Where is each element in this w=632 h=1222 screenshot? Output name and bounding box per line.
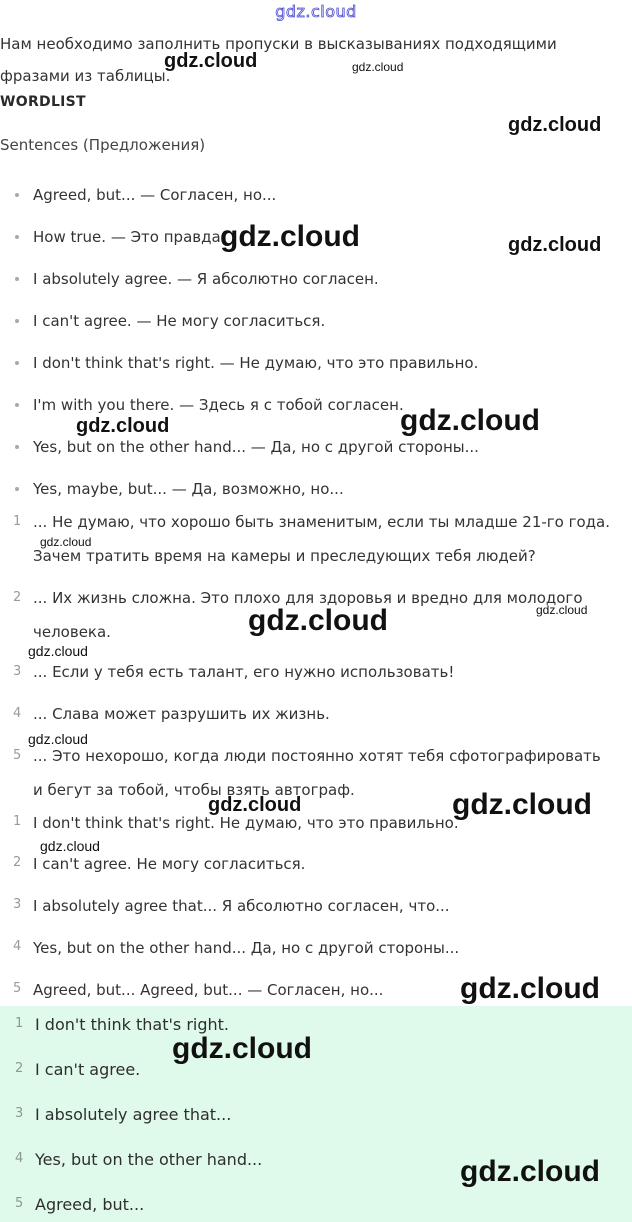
answer-item: 3 I absolutely agree that... bbox=[15, 1105, 232, 1124]
bullet-icon bbox=[15, 361, 19, 365]
list-item: 4 Yes, but on the other hand... Да, но с другой стороны... bbox=[13, 939, 460, 957]
answer-item: 2 I can't agree. bbox=[15, 1060, 141, 1079]
list-item: I'm with you there. — Здесь я с тобой согласен. bbox=[33, 396, 404, 414]
list-item: Yes, but on the other hand... — Да, но с другой стороны... bbox=[33, 438, 479, 456]
list-item: 1 I don't think that's right. Не думаю, что это правильно. bbox=[13, 814, 459, 832]
bullet-icon bbox=[15, 277, 19, 281]
bullet-icon bbox=[15, 487, 19, 491]
list-item: I don't think that's right. — Не думаю, что это правильно. bbox=[33, 354, 478, 372]
list-item: 3 I absolutely agree that... Я абсолютно согласен, что... bbox=[13, 897, 450, 915]
bullet-icon bbox=[15, 445, 19, 449]
bullet-icon bbox=[15, 193, 19, 197]
watermark: gdz.cloud bbox=[460, 972, 600, 1005]
watermark: gdz.cloud bbox=[40, 838, 100, 854]
watermark: gdz.cloud bbox=[536, 603, 588, 617]
list-item: 5 Agreed, but... Agreed, but... — Согласен, но... bbox=[13, 981, 384, 999]
list-item: I absolutely agree. — Я абсолютно согласен. bbox=[33, 270, 379, 288]
answer-box bbox=[0, 1006, 632, 1222]
bullet-icon bbox=[15, 403, 19, 407]
list-item: Agreed, but... — Согласен, но... bbox=[33, 186, 276, 204]
list-item: 3 ... Если у тебя есть талант, его нужно использовать! bbox=[13, 663, 455, 681]
answer-item: 1 I don't think that's right. bbox=[15, 1015, 229, 1034]
list-item: Yes, maybe, but... — Да, возможно, но... bbox=[33, 480, 344, 498]
watermark: gdz.cloud bbox=[220, 220, 360, 253]
watermark: gdz.cloud bbox=[28, 643, 88, 659]
list-item: 2 ... Их жизнь сложна. Это плохо для здоровья и вредно для молодого человека. bbox=[13, 589, 583, 641]
answer-item: 4 Yes, but on the other hand... bbox=[15, 1150, 263, 1169]
watermark: gdz.cloud bbox=[508, 114, 602, 136]
watermark: gdz.cloud bbox=[508, 234, 602, 256]
list-item: How true. — Это правда. bbox=[33, 228, 225, 246]
watermark: gdz.cloud bbox=[28, 731, 88, 747]
wordlist-heading: WORDLIST bbox=[0, 94, 86, 110]
watermark: gdz.cloud bbox=[460, 1155, 600, 1188]
watermark: gdz.cloud bbox=[76, 415, 170, 437]
list-item: I can't agree. — Не могу согласиться. bbox=[33, 312, 325, 330]
site-logo[interactable]: gdz.cloud bbox=[275, 2, 357, 21]
watermark: gdz.cloud bbox=[248, 604, 388, 637]
watermark: gdz.cloud bbox=[164, 50, 258, 72]
watermark: gdz.cloud bbox=[40, 535, 92, 549]
watermark: gdz.cloud bbox=[400, 404, 540, 437]
list-item: 5 ... Это нехорошо, когда люди постоянно хотят тебя сфотографировать и бегут за тобой, чтобы взять автограф. bbox=[13, 747, 601, 799]
bullet-icon bbox=[15, 319, 19, 323]
list-item: 1 ... Не думаю, что хорошо быть знаменитым, если ты младше 21-го года. Зачем тратить время на камеры и преследующих тебя людей? bbox=[13, 513, 611, 565]
watermark: gdz.cloud bbox=[352, 60, 404, 74]
answer-item: 5 Agreed, but... bbox=[15, 1195, 145, 1214]
intro-text: Нам необходимо заполнить пропуски в высказываниях подходящими фразами из таблицы. bbox=[0, 35, 557, 85]
list-item: 4 ... Слава может разрушить их жизнь. bbox=[13, 705, 330, 723]
watermark: gdz.cloud bbox=[172, 1032, 312, 1065]
bullet-icon bbox=[15, 235, 19, 239]
watermark: gdz.cloud bbox=[208, 794, 302, 816]
watermark: gdz.cloud bbox=[452, 788, 592, 821]
list-item: 2 I can't agree. Не могу согласиться. bbox=[13, 855, 306, 873]
sentences-subheading: Sentences (Предложения) bbox=[0, 136, 206, 154]
